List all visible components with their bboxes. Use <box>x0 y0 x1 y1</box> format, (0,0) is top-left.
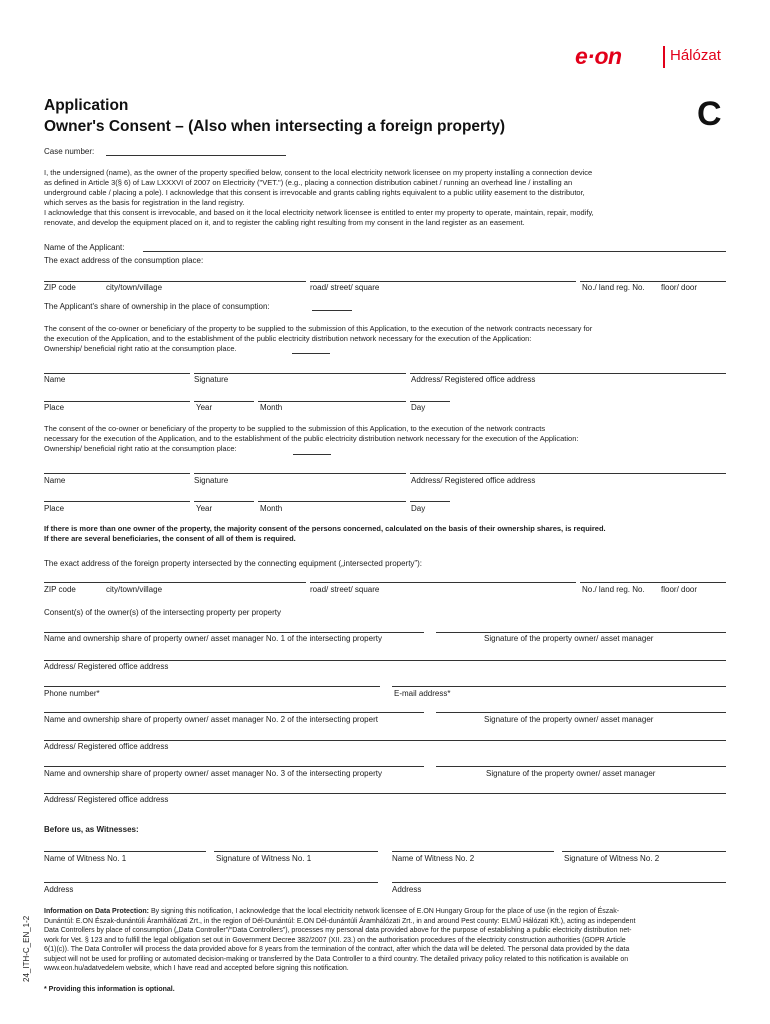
owner3-address-label: Address/ Registered office address <box>44 795 169 804</box>
owner2-address-field[interactable] <box>44 740 726 741</box>
coowner1-day-field[interactable] <box>410 401 450 402</box>
foreign-city-label: city/town/village <box>106 585 163 594</box>
foreign-road-field[interactable] <box>310 582 576 583</box>
owner2-signature-field[interactable] <box>436 712 726 713</box>
page-subtitle: Owner's Consent – (Also when intersecting a foreign property) <box>44 118 506 135</box>
applicant-share-label: The Applicant's share of ownership in the place of consumption: <box>44 302 270 311</box>
witness2-signature-field[interactable] <box>562 851 726 852</box>
intro-text: I, the undersigned (name), as the owner of the property specified below, consent to the local electricity network licensee on my property installing a connection device as defined in Article 3(§ 6) of Law LXXXVI of 2007 on Electricity ("VET.") (e.g., placing a connection distribution cabinet / running an overhead line / installing an underground cable / placing a pole). I acknowledge that this consent is irrevocable and grants cabling rights equivalent to a public utility easement to the distributor, which serves as the basis for registration in the land registry. I acknowledge that this consent is irrevocable, and based on it the local electricity network licensee is entitled to enter my property to operate, maintain, repair, modify, renovate, and develop the equipment placed on it, and to register the cabling right resulting from my consent in the land register as an easement. <box>44 168 594 227</box>
coowner1-year-field[interactable] <box>194 401 254 402</box>
lot-floor-field[interactable] <box>580 281 726 282</box>
witness1-signature-field[interactable] <box>214 851 378 852</box>
consumption-address-label: The exact address of the consumption place: <box>44 256 204 265</box>
foreign-zip-city-field[interactable] <box>44 582 306 583</box>
coowner1-year-label: Year <box>196 403 213 412</box>
owner3-address-field[interactable] <box>44 793 726 794</box>
document-code: 24_ITH-C_EN_1-2 <box>22 915 31 982</box>
owner2-name-field[interactable] <box>44 712 424 713</box>
witness1-signature-label: Signature of Witness No. 1 <box>216 854 312 863</box>
email-field[interactable] <box>392 686 726 687</box>
city-label: city/town/village <box>106 283 163 292</box>
coowner2-day-field[interactable] <box>410 501 450 502</box>
foreign-lot-label: No./ land reg. No. <box>582 585 645 594</box>
foreign-zip-label: ZIP code <box>44 585 76 594</box>
coowner1-name-field[interactable] <box>44 373 190 374</box>
coowner1-place-label: Place <box>44 403 65 412</box>
case-number-label: Case number: <box>44 147 95 156</box>
coowner2-signature-label: Signature <box>194 476 229 485</box>
coowner2-day-label: Day <box>411 504 426 513</box>
page-title: Application <box>44 97 129 114</box>
road-label: road/ street/ square <box>310 283 380 292</box>
owner2-signature-label: Signature of the property owner/ asset manager <box>484 715 654 724</box>
foreign-lot-floor-field[interactable] <box>580 582 726 583</box>
witness1-address-field[interactable] <box>44 882 378 883</box>
witness1-address-label: Address <box>44 885 74 894</box>
zip-city-field[interactable] <box>44 281 306 282</box>
coowner2-month-label: Month <box>260 504 283 513</box>
owner3-name-field[interactable] <box>44 766 424 767</box>
coowner1-place-field[interactable] <box>44 401 190 402</box>
coowner2-year-field[interactable] <box>194 501 254 502</box>
coowner1-month-field[interactable] <box>258 401 406 402</box>
witness2-address-field[interactable] <box>392 882 726 883</box>
coowner1-signature-label: Signature <box>194 375 229 384</box>
logo-subtitle: Hálózat <box>670 47 721 64</box>
coowner2-month-field[interactable] <box>258 501 406 502</box>
coowner2-address-label: Address/ Registered office address <box>411 476 536 485</box>
owner1-address-label: Address/ Registered office address <box>44 662 169 671</box>
lot-label: No./ land reg. No. <box>582 283 645 292</box>
coowner2-ratio-field[interactable] <box>293 454 331 455</box>
witness2-name-field[interactable] <box>392 851 554 852</box>
owner3-name-label: Name and ownership share of property owner/ asset manager No. 3 of the intersecting property <box>44 769 382 778</box>
coowner2-name-field[interactable] <box>44 473 190 474</box>
witnesses-heading: Before us, as Witnesses: <box>44 825 139 834</box>
owner1-signature-field[interactable] <box>436 632 726 633</box>
owner3-signature-field[interactable] <box>436 766 726 767</box>
coowner1-address-label: Address/ Registered office address <box>411 375 536 384</box>
applicant-share-field[interactable] <box>312 310 352 311</box>
coowner2-place-label: Place <box>44 504 65 513</box>
applicant-name-field[interactable] <box>143 251 726 252</box>
floor-label: floor/ door <box>661 283 698 292</box>
owner3-signature-label: Signature of the property owner/ asset manager <box>486 769 656 778</box>
phone-label: Phone number* <box>44 689 100 698</box>
footnote: * Providing this information is optional. <box>44 986 175 993</box>
phone-field[interactable] <box>44 686 380 687</box>
witness2-address-label: Address <box>392 885 422 894</box>
data-protection-text: Information on Data Protection: By signing this notification, I acknowledge that the local electricity network licensee of E.ON Hungary Group for the place of use (in the region of Észak- Dunántúl: E.ON Észak-dunántúli Áramhálózati Zrt., in the region of Dél-Dunántúl: E.ON Dél-dunántúli Áramhálózati Zrt., in and around Pest county: ELMŰ Hálózati Kft.), acting as independent Data Controllers by place of consumption („Data Controller”/“Data Controllers”), processes my personal data provided above for the purpose of establishing a public electricity distribution net- work for Vet. § 123 and to fulfill the legal obligation set out in Government Decree 382/2007 (XII. 23.) on the authorisation procedures of the electricity construction authorities (GDPR Article 6(1)(c)). The Data Controller will process the data provided above for 8 years from the termination of the contract, after which the data will be deleted. The personal data provided by the data subject will not be used for profiling or automated decision-making or transferred by the Data Controller to a third country. The detailed privacy policy related to this notification is available on www.eon.hu/adatvedelem website, which I have read and accepted before signing this notification. <box>44 908 636 972</box>
owner1-name-field[interactable] <box>44 632 424 633</box>
owner1-signature-label: Signature of the property owner/ asset manager <box>484 634 654 643</box>
owner1-name-label: Name and ownership share of property owner/ asset manager No. 1 of the intersecting property <box>44 634 382 643</box>
coowner1-name-label: Name <box>44 375 66 384</box>
coowner2-text: The consent of the co-owner or beneficiary of the property to be supplied to the submission of this Application, to the execution of the network contracts necessary for the execution of the Application, and to the establishment of the public electricity distribution network necessary for the execution of the Application: Ownership/ beneficial right ratio at the consumption place: <box>44 424 579 453</box>
foreign-road-label: road/ street/ square <box>310 585 380 594</box>
witness2-name-label: Name of Witness No. 2 <box>392 854 475 863</box>
data-protection-label: Information on Data Protection: <box>44 908 149 915</box>
witness1-name-field[interactable] <box>44 851 206 852</box>
coowner2-signature-field[interactable] <box>194 473 406 474</box>
case-number-field[interactable] <box>106 155 286 156</box>
owner1-address-field[interactable] <box>44 660 726 661</box>
coowner1-signature-field[interactable] <box>194 373 406 374</box>
witness2-signature-label: Signature of Witness No. 2 <box>564 854 660 863</box>
form-letter: C <box>697 95 722 133</box>
coowner2-name-label: Name <box>44 476 66 485</box>
coowner1-text: The consent of the co-owner or beneficiary of the property to be supplied to the submission of this Application, to the execution of the network contracts necessary for the execution of the Application, and to the establishment of the public electricity distribution network necessary for the execution of the Application: Ownership/ beneficial right ratio at the consumption place. <box>44 324 593 353</box>
owner2-address-label: Address/ Registered office address <box>44 742 169 751</box>
road-field[interactable] <box>310 281 576 282</box>
coowner2-year-label: Year <box>196 504 213 513</box>
logo-divider <box>663 46 665 68</box>
owner2-name-label: Name and ownership share of property owner/ asset manager No. 2 of the intersecting propert <box>44 715 378 724</box>
coowner1-ratio-field[interactable] <box>292 353 330 354</box>
coowner1-day-label: Day <box>411 403 426 412</box>
majority-notice: If there is more than one owner of the property, the majority consent of the persons concerned, calculated on the basis of their ownership shares, is required. If there are several beneficiaries, the consent of all of them is required. <box>44 524 606 543</box>
applicant-name-label: Name of the Applicant: <box>44 243 125 252</box>
coowner1-address-field[interactable] <box>410 373 726 374</box>
foreign-consent-label: Consent(s) of the owner(s) of the intersecting property per property <box>44 608 281 617</box>
eon-logo: e·on <box>575 43 622 69</box>
foreign-floor-label: floor/ door <box>661 585 698 594</box>
coowner2-place-field[interactable] <box>44 501 190 502</box>
foreign-address-label: The exact address of the foreign property intersected by the connecting equipment („intersected property”): <box>44 559 422 568</box>
coowner2-address-field[interactable] <box>410 473 726 474</box>
email-label: E-mail address* <box>394 689 451 698</box>
witness1-name-label: Name of Witness No. 1 <box>44 854 127 863</box>
zip-label: ZIP code <box>44 283 76 292</box>
coowner1-month-label: Month <box>260 403 283 412</box>
